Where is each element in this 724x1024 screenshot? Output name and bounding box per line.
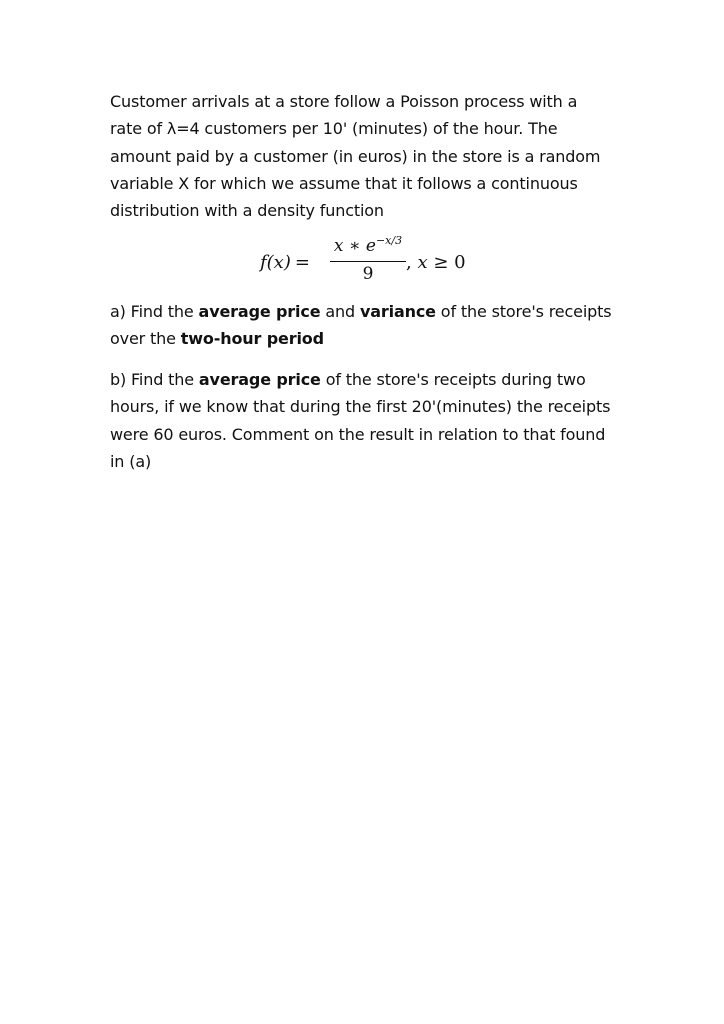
- fraction-bar: [330, 261, 406, 262]
- bold-run: variance: [359, 302, 436, 321]
- text-run: of the store's receipts: [435, 302, 612, 321]
- formula-denominator: 9: [362, 264, 374, 284]
- text-run: and: [320, 302, 360, 321]
- part-b-line: [110, 366, 620, 393]
- text-run: b) Find the: [110, 370, 199, 389]
- intro-line: variable X for which we assume that it follows a continuous: [110, 173, 578, 193]
- formula-lhs: [260, 252, 310, 273]
- density-formula: [258, 232, 478, 292]
- text-run: over the: [110, 329, 181, 349]
- part-a-paragraph: [110, 298, 620, 353]
- formula-separator: ,: [406, 252, 418, 273]
- text-run: of the store's receipts during two: [320, 370, 586, 389]
- formula-exponent: −x/3: [375, 234, 403, 247]
- part-a-line: [110, 325, 620, 352]
- part-a-line: [110, 298, 620, 325]
- bold-run: average price: [198, 370, 321, 389]
- intro-line: Customer arrivals at a store follow a Poisson process with a: [110, 92, 578, 111]
- formula-numerator-base: x ∗ e: [333, 236, 376, 256]
- formula-domain-var: x: [417, 252, 428, 273]
- intro-line: distribution with a density function: [110, 201, 384, 221]
- formula-domain: [406, 252, 466, 273]
- formula-domain-rest: ≥ 0: [427, 252, 466, 273]
- text-run: a) Find the: [110, 302, 199, 321]
- bold-run: average price: [198, 302, 321, 321]
- formula-equals: =: [294, 252, 310, 273]
- part-b-line: in (a): [110, 451, 152, 471]
- part-b-line: were 60 euros. Comment on the result in relation to that found: [110, 424, 606, 444]
- part-b-paragraph: [110, 366, 620, 475]
- formula-function: f(x): [260, 252, 291, 273]
- part-b-line: hours, if we know that during the first 20'(minutes) the receipts: [110, 397, 611, 417]
- bold-run: two-hour period: [180, 329, 324, 349]
- intro-line: amount paid by a customer (in euros) in the store is a random: [110, 146, 601, 166]
- formula-numerator: [330, 234, 406, 256]
- intro-paragraph: [110, 88, 620, 224]
- intro-line: rate of λ=4 customers per 10' (minutes) of the hour. The: [110, 119, 558, 139]
